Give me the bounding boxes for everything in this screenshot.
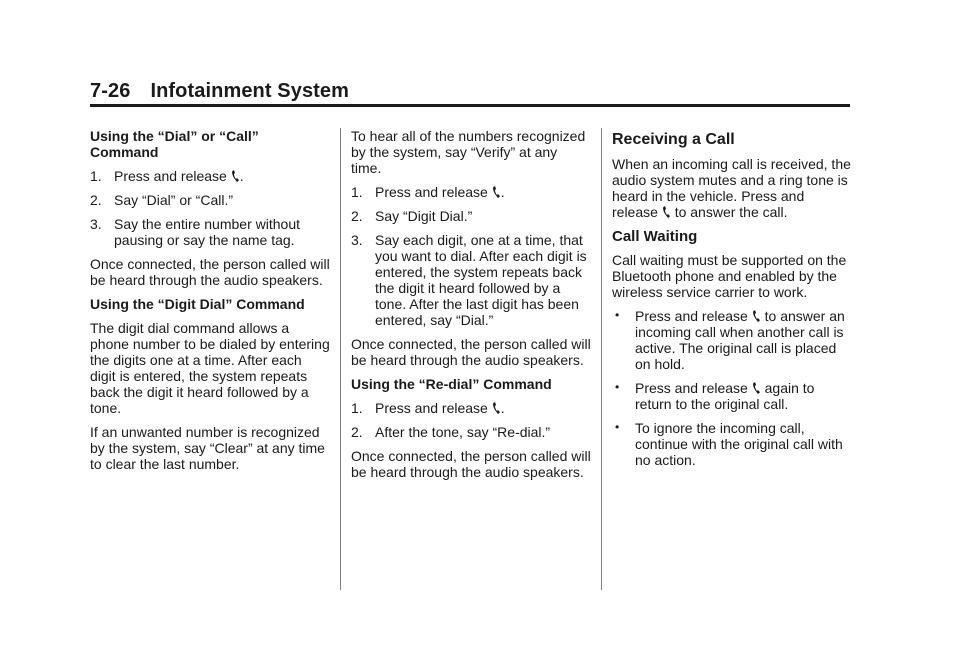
list-item: 3. Say the entire number without pausing or say the name tag.: [90, 216, 300, 248]
heading-dial-call: Using the “Dial” or “Call” Command: [90, 128, 259, 160]
column-1: [90, 128, 330, 480]
phone-icon: [663, 206, 670, 218]
heading-receiving-a-call: Receiving a Call: [612, 131, 735, 148]
header-rule: [90, 104, 850, 107]
paragraph: To hear all of the numbers recognized by the system, say “Verify” at any time.: [351, 128, 586, 176]
paragraph: Once connected, the person called will be heard through the audio speakers.: [90, 256, 330, 288]
list-item: 2. Say “Digit Dial.”: [351, 208, 473, 224]
column-divider: [340, 128, 341, 590]
list-item: 1. Press and release .: [351, 400, 505, 416]
column-2: [351, 128, 591, 488]
heading-call-waiting: Call Waiting: [612, 228, 698, 245]
column-divider: [601, 128, 602, 590]
paragraph: The digit dial command allows a phone number to be dialed by entering the digits one at a time. After each digit is entered, the system repeats back the digit it heard followed by a tone.: [90, 320, 330, 416]
bullet-icon: •: [615, 308, 620, 322]
list-item: • Press and release to answer an incoming call when another call is active. The original call is placed on hold.: [615, 308, 845, 372]
bullet-icon: •: [615, 380, 620, 394]
page-header: [90, 80, 850, 103]
list-item: • Press and release again to return to the original call.: [615, 380, 815, 412]
list-item: 1. Press and release .: [90, 168, 244, 184]
bullet-icon: •: [615, 420, 620, 434]
phone-icon: [493, 186, 500, 198]
section-title: Infotainment System: [150, 80, 350, 102]
list-item: 1. Press and release .: [351, 184, 505, 200]
heading-re-dial: Using the “Re-dial” Command: [351, 376, 552, 392]
phone-icon: [753, 310, 760, 322]
paragraph: Call waiting must be supported on the Bluetooth phone and enabled by the wireless service carrier to work.: [612, 252, 847, 300]
page-title: [90, 80, 850, 103]
list-item: 2. After the tone, say “Re-dial.”: [351, 424, 551, 440]
paragraph: Once connected, the person called will be heard through the audio speakers.: [351, 448, 591, 480]
phone-icon: [753, 382, 760, 394]
phone-icon: [232, 170, 239, 182]
paragraph: Once connected, the person called will be heard through the audio speakers.: [351, 336, 591, 368]
list-item: • To ignore the incoming call, continue with the original call with no action.: [615, 420, 843, 468]
phone-icon: [493, 402, 500, 414]
column-3: [612, 128, 852, 476]
paragraph: If an unwanted number is recognized by the system, say “Clear” at any time to clear the last number.: [90, 424, 325, 472]
paragraph: When an incoming call is received, the audio system mutes and a ring tone is heard in the vehicle. Press and release to answer the call.: [612, 156, 851, 220]
page-number: 7-26: [90, 80, 131, 102]
heading-digit-dial: Using the “Digit Dial” Command: [90, 296, 305, 312]
list-item: 3. Say each digit, one at a time, that you want to dial. After each digit is entered, the system repeats back the digit it heard followed by a tone. After the last digit has been entered, say “Dial.”: [351, 232, 587, 328]
list-item: 2. Say “Dial” or “Call.”: [90, 192, 234, 208]
